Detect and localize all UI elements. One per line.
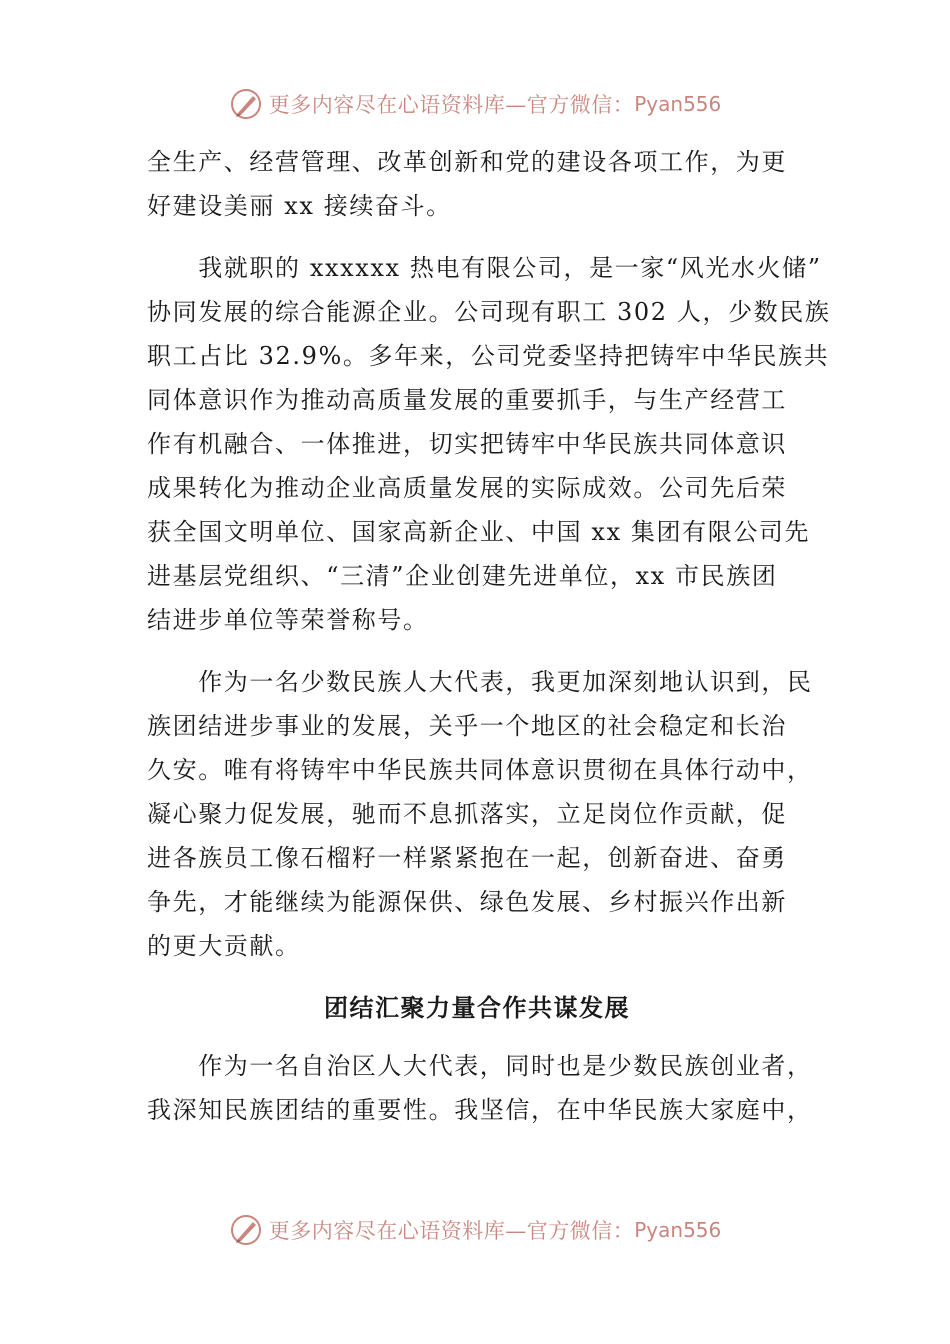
text-line: 我深知民族团结的重要性。我坚信，在中华民族大家庭中， [147, 1096, 813, 1124]
paragraph-3 [147, 660, 813, 968]
text-line: 全生产、经营管理、改革创新和党的建设各项工作，为更 [147, 148, 787, 176]
paragraph-1 [147, 140, 807, 228]
paragraph-2 [147, 246, 831, 642]
text-line: 的更大贡献。 [147, 932, 301, 960]
section-heading: 团结汇聚力量合作共谋发展 [324, 994, 630, 1022]
text-line: 久安。唯有将铸牢中华民族共同体意识贯彻在具体行动中， [147, 756, 813, 784]
pen-logo-icon [229, 1213, 263, 1247]
banner-text: 更多内容尽在心语资料库—官方微信： [268, 1219, 635, 1243]
text-line: 协同发展的综合能源企业。公司现有职工 302 人，少数民族 [147, 298, 831, 326]
banner-wechat-id: Pyan556 [634, 1218, 722, 1242]
pen-logo-icon [229, 87, 263, 121]
footer-watermark-banner [0, 1210, 950, 1250]
text-line: 进各族员工像石榴籽一样紧紧抱在一起，创新奋进、奋勇 [147, 844, 787, 872]
text-line: 好建设美丽 xx 接续奋斗。 [147, 192, 452, 220]
text-line: 职工占比 32.9%。多年来，公司党委坚持把铸牢中华民族共 [147, 342, 830, 370]
banner-text: 更多内容尽在心语资料库—官方微信： [268, 93, 635, 117]
text-line: 进基层党组织、“三清”企业创建先进单位，xx 市民族团 [147, 562, 778, 590]
text-line: 结进步单位等荣誉称号。 [147, 606, 429, 634]
text-line: 我就职的 xxxxxx 热电有限公司，是一家“风光水火储” [147, 254, 822, 282]
text-line: 作为一名少数民族人大代表，我更加深刻地认识到，民 [147, 668, 813, 696]
header-watermark-banner [0, 84, 950, 124]
text-line: 族团结进步事业的发展，关乎一个地区的社会稳定和长治 [147, 712, 787, 740]
text-line: 同体意识作为推动高质量发展的重要抓手，与生产经营工 [147, 386, 787, 414]
text-line: 作有机融合、一体推进，切实把铸牢中华民族共同体意识 [147, 430, 787, 458]
paragraph-4 [147, 1044, 813, 1132]
text-line: 凝心聚力促发展，驰而不息抓落实，立足岗位作贡献，促 [147, 800, 787, 828]
document-body [147, 140, 831, 1150]
banner-wechat-id: Pyan556 [634, 92, 722, 116]
text-line: 获全国文明单位、国家高新企业、中国 xx 集团有限公司先 [147, 518, 811, 546]
text-line: 成果转化为推动企业高质量发展的实际成效。公司先后荣 [147, 474, 787, 502]
text-line: 作为一名自治区人大代表，同时也是少数民族创业者， [147, 1052, 813, 1080]
text-line: 争先，才能继续为能源保供、绿色发展、乡村振兴作出新 [147, 888, 787, 916]
